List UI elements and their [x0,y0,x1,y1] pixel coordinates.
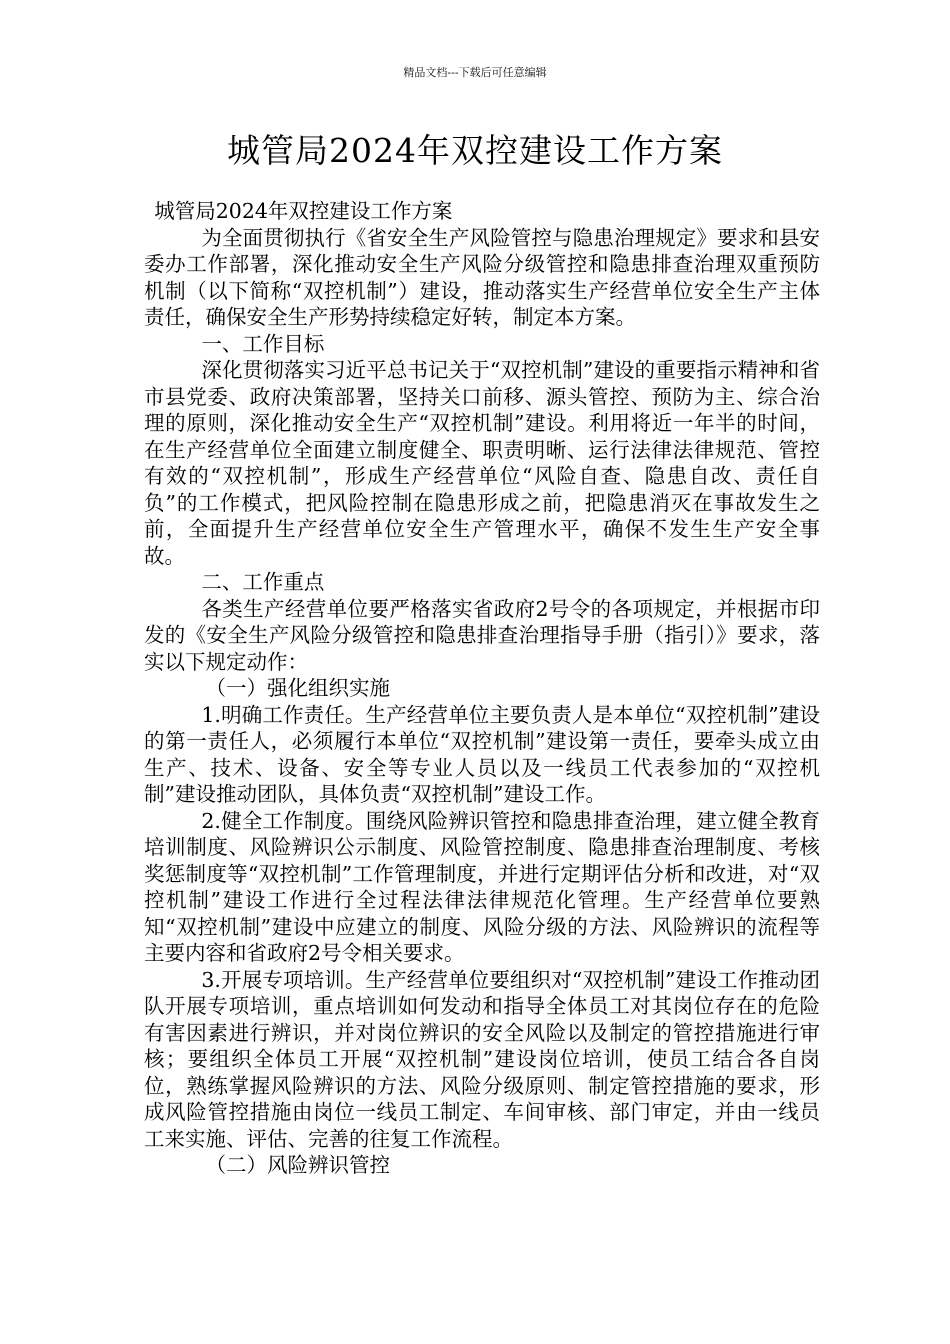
document-subtitle: 城管局2024年双控建设工作方案 [154,199,453,223]
section-heading-goals: 一、工作目标 [201,331,325,356]
focus-paragraph: 各类生产经营单位要严格落实省政府2号令的各项规定，并根据市印发的《安全生产风险分级管控和隐患排查治理指导手册（指引）》要求，落实以下规定动作： [144,596,820,674]
subsection-heading-risk: （二）风险辨识管控 [205,1153,390,1177]
item-responsibility-paragraph: 1.明确工作责任。生产经营单位主要负责人是本单位“双控机制”建设的第一责任人，必须履行本单位“双控机制”建设第一责任，要牵头成立由生产、技术、设备、安全等专业人员以及一线员工代表参加的“双控机制”建设推动团队，具体负责“双控机制”建设工作。 [144,702,820,806]
item-system-paragraph: 2.健全工作制度。围绕风险辨识管控和隐患排查治理，建立健全教育培训制度、风险辨识公示制度、风险管控制度、隐患排查治理制度、考核奖惩制度等“双控机制”工作管理制度，并进行定期评估分析和改进，对“双控机制”建设工作进行全过程法律法律规范化管理。生产经营单位要熟知“双控机制”建设中应建立的制度、风险分级的方法、风险辨识的流程等主要内容和省政府2号令相关要求。 [144,808,820,965]
header-note: 精品文档---下载后可任意编辑 [403,66,547,79]
document-title: 城管局2024年双控建设工作方案 [227,131,723,170]
intro-paragraph: 为全面贯彻执行《省安全生产风险管控与隐患治理规定》要求和县安委办工作部署，深化推动安全生产风险分级管控和隐患排查治理双重预防机制（以下简称“双控机制”）建设，推动落实生产经营单位安全生产主体责任，确保安全生产形势持续稳定好转，制定本方案。 [144,225,820,329]
document-body [144,198,820,1179]
goals-paragraph: 深化贯彻落实习近平总书记关于“双控机制”建设的重要指示精神和省市县党委、政府决策部署，坚持关口前移、源头管控、预防为主、综合治理的原则，深化推动安全生产“双控机制”建设。利用将近一年半的时间，在生产经营单位全面建立制度健全、职责明晰、运行法律法律规范、管控有效的“双控机制”，形成生产经营单位“风险自查、隐患自改、责任自负”的工作模式，把风险控制在隐患形成之前，把隐患消灭在事故发生之前，全面提升生产经营单位安全生产管理水平，确保不发生生产安全事故。 [144,358,820,568]
subsection-heading-organization: （一）强化组织实施 [205,676,390,700]
section-heading-focus: 二、工作重点 [201,570,325,594]
item-training-paragraph: 3.开展专项培训。生产经营单位要组织对“双控机制”建设工作推动团队开展专项培训，重点培训如何发动和指导全体员工对其岗位存在的危险有害因素进行辨识，并对岗位辨识的安全风险以及制定的管控措施进行审核；要组织全体员工开展“双控机制”建设岗位培训，使员工结合各自岗位，熟练掌握风险辨识的方法、风险分级原则、制定管控措施的要求，形成风险管控措施由岗位一线员工制定、车间审核、部门审定，并由一线员工来实施、评估、完善的往复工作流程。 [144,967,820,1151]
